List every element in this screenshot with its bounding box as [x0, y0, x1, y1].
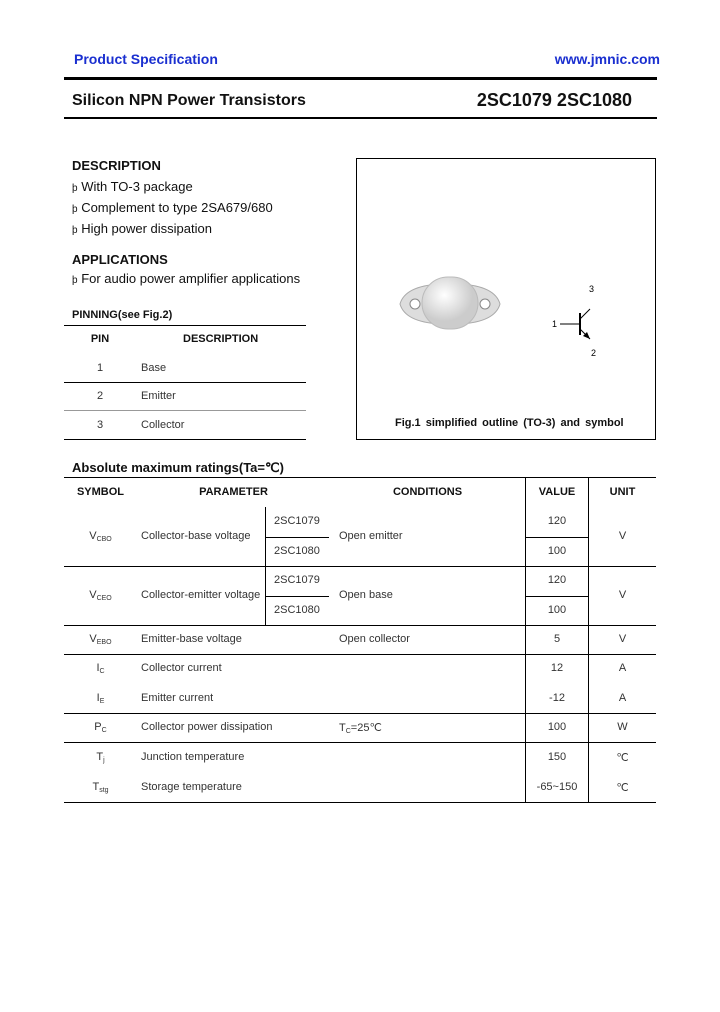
- table-row-value: 100: [547, 604, 567, 616]
- desc-col-header: DESCRIPTION: [183, 333, 259, 345]
- pin-description: Emitter: [141, 390, 176, 402]
- list-item: þ Complement to type 2SA679/680: [72, 200, 273, 215]
- description-heading: DESCRIPTION: [72, 158, 161, 173]
- pin-label-2: 2: [591, 348, 597, 358]
- table-row-parameter: Emitter-base voltage: [141, 633, 242, 645]
- type-label: 2SC1080: [274, 604, 320, 616]
- pin-number: 2: [96, 390, 104, 402]
- table-row-unit: A: [618, 692, 627, 704]
- table-row-unit: V: [618, 530, 627, 542]
- divider: [64, 77, 657, 80]
- ratings-heading: Absolute maximum ratings(Ta=℃): [72, 460, 284, 475]
- pin-col-header: PIN: [90, 333, 110, 345]
- table-row-symbol: $I_E$: [96, 692, 105, 705]
- table-row-unit: V: [618, 589, 627, 601]
- table-row-value: 100: [547, 721, 567, 733]
- table-row-condition: Open base: [339, 589, 393, 601]
- part-numbers: 2SC1079 2SC1080: [476, 90, 632, 110]
- table-row-unit: ℃: [616, 782, 629, 794]
- list-item: þ With TO-3 package: [72, 179, 193, 194]
- npn-transistor-symbol: [547, 279, 607, 359]
- divider: [64, 117, 657, 119]
- table-row-value: 100: [547, 545, 567, 557]
- header-website-link[interactable]: www.jmnic.com: [554, 51, 660, 67]
- table-row-value: -65~150: [536, 781, 578, 793]
- to3-package-image: [395, 274, 505, 344]
- pin-description: Base: [141, 362, 167, 374]
- table-row-parameter: Collector-base voltage: [141, 530, 251, 542]
- divider: [64, 439, 306, 440]
- table-row-unit: W: [617, 721, 628, 733]
- pinning-heading: PINNING(see Fig.2): [72, 309, 173, 321]
- table-row-unit: V: [618, 633, 627, 645]
- list-item: þ High power dissipation: [72, 221, 212, 236]
- table-row-parameter: Collector current: [141, 662, 222, 674]
- table-row-parameter: Collector-emitter voltage: [141, 589, 261, 601]
- col-header-conditions: CONDITIONS: [392, 486, 463, 498]
- type-label: 2SC1080: [274, 545, 320, 557]
- list-item: þ For audio power amplifier applications: [72, 271, 301, 286]
- table-row-symbol: $I_C$: [96, 662, 105, 675]
- col-header-value: VALUE: [538, 486, 576, 498]
- table-row-unit: ℃: [616, 752, 629, 764]
- table-row-symbol: $T_{stg}$: [92, 781, 109, 794]
- table-row-value: 120: [547, 515, 567, 527]
- description-list: [72, 177, 273, 240]
- table-row-symbol: $P_C$: [94, 721, 107, 734]
- table-row-symbol: $V_{EBO}$: [89, 633, 112, 646]
- table-row-condition: Open collector: [339, 633, 410, 645]
- table-row-parameter: Emitter current: [141, 692, 214, 704]
- table-row-condition: $T_C=25℃$: [339, 722, 382, 735]
- divider: [64, 325, 306, 326]
- col-header-unit: UNIT: [609, 486, 636, 498]
- table-row-value: 5: [553, 633, 561, 645]
- table-row-value: 12: [550, 662, 564, 674]
- header-product-spec: Product Specification: [74, 51, 218, 67]
- page-title: Silicon NPN Power Transistors: [72, 92, 306, 109]
- table-row-value: 150: [547, 751, 567, 763]
- pin-label-1: 1: [552, 319, 558, 329]
- table-row-unit: A: [618, 662, 627, 674]
- pin-number: 1: [96, 362, 104, 374]
- table-row-parameter: Junction temperature: [141, 751, 245, 763]
- figure-caption: Fig.1 simplified outline (TO-3) and symbol: [395, 417, 624, 429]
- type-label: 2SC1079: [274, 515, 320, 527]
- table-row-value: -12: [549, 692, 565, 704]
- table-row-symbol: $T_j$: [96, 751, 105, 764]
- table-row-condition: Open emitter: [339, 530, 403, 542]
- divider: [64, 382, 306, 383]
- pin-number: 3: [96, 419, 104, 431]
- applications-heading: APPLICATIONS: [72, 252, 168, 267]
- table-row-parameter: Collector power dissipation: [141, 721, 273, 733]
- pin-label-3: 3: [589, 284, 595, 294]
- table-row-value: 120: [547, 574, 567, 586]
- figure-box: [356, 158, 656, 440]
- pin-description: Collector: [141, 419, 185, 431]
- divider: [64, 410, 306, 411]
- table-row-symbol: $V_{CBO}$: [89, 530, 112, 543]
- col-header-parameter: PARAMETER: [199, 486, 268, 498]
- table-row-symbol: $V_{CEO}$: [89, 589, 112, 602]
- col-header-symbol: SYMBOL: [76, 486, 125, 498]
- table-row-parameter: Storage temperature: [141, 781, 242, 793]
- type-label: 2SC1079: [274, 574, 320, 586]
